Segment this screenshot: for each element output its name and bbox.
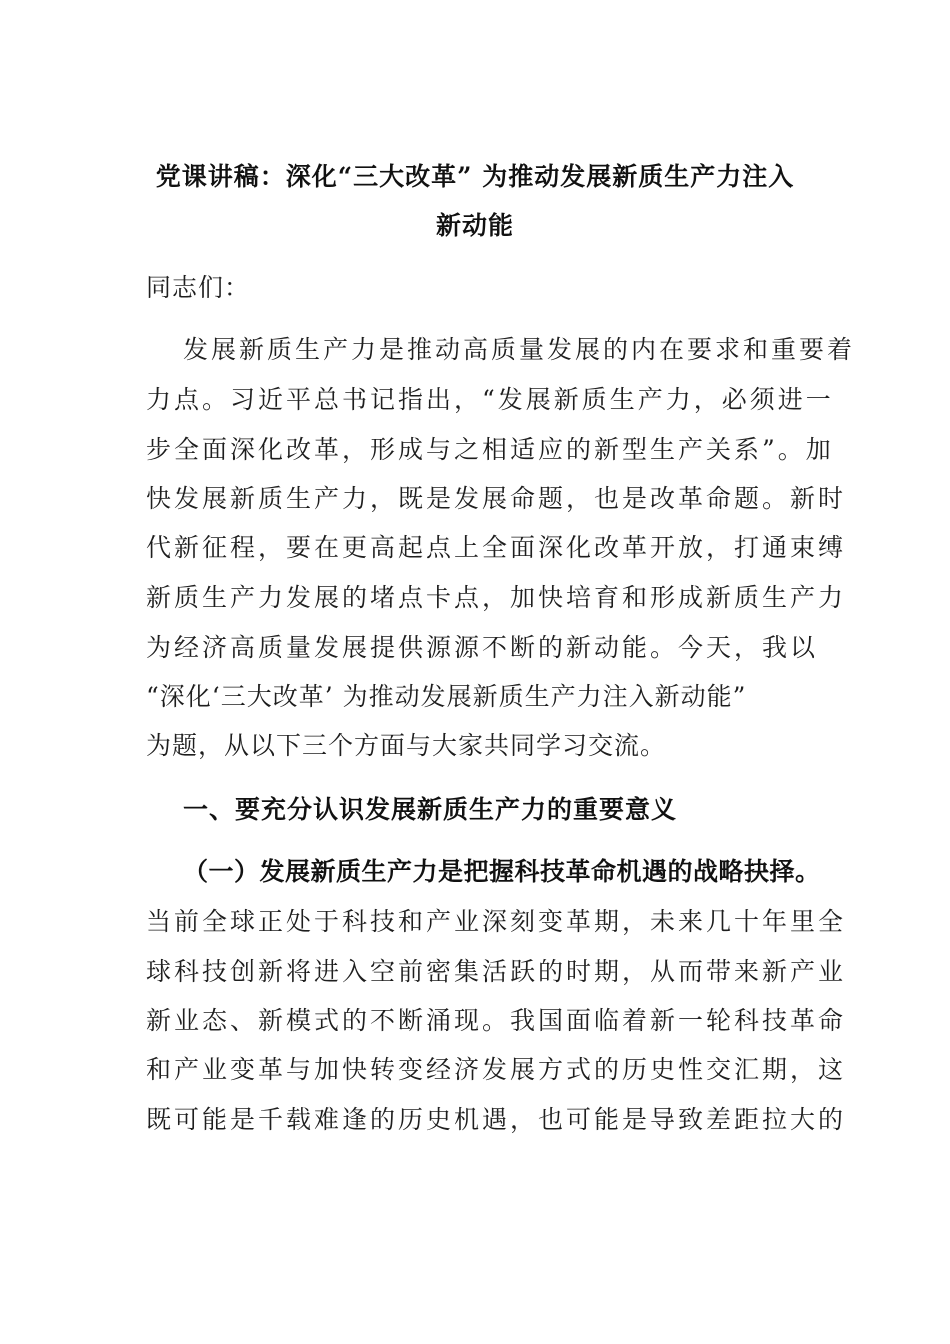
intro-line-7: 为经济高质量发展提供源源不断的新动能。今天，我以 (146, 633, 819, 662)
intro-line-9: 为题，从以下三个方面与大家共同学习交流。 (146, 731, 667, 760)
subsection-1-line-2: 球科技创新将进入空前密集活跃的时期，从而带来新产业 (146, 957, 847, 986)
document-title-line-1: 党课讲稿：深化“三大改革” 为推动发展新质生产力注入 (155, 162, 795, 191)
section-1-heading: 一、要充分认识发展新质生产力的重要意义 (183, 795, 678, 824)
intro-line-4: 快发展新质生产力，既是发展命题，也是改革命题。新时 (146, 484, 847, 513)
intro-line-1: 发展新质生产力是推动高质量发展的内在要求和重要着 (183, 335, 856, 364)
subsection-1-line-5: 既可能是千载难逢的历史机遇，也可能是导致差距拉大的 (146, 1105, 847, 1134)
intro-line-6: 新质生产力发展的堵点卡点，加快培育和形成新质生产力 (146, 583, 847, 612)
subsection-1-line-1: 当前全球正处于科技和产业深刻变革期，未来几十年里全 (146, 907, 847, 936)
intro-line-2: 力点。习近平总书记指出，“发展新质生产力，必须进一 (146, 385, 834, 414)
subsection-1-line-3: 新业态、新模式的不断涌现。我国面临着新一轮科技革命 (146, 1006, 847, 1035)
salutation: 同志们： (146, 273, 251, 302)
document-title-line-2: 新动能 (435, 211, 514, 240)
subsection-1-heading: （一）发展新质生产力是把握科技革命机遇的战略抉择。 (183, 857, 821, 886)
intro-line-3: 步全面深化改革，形成与之相适应的新型生产关系”。加 (146, 435, 834, 464)
intro-line-5: 代新征程，要在更高起点上全面深化改革开放，打通束缚 (146, 533, 847, 562)
subsection-1-line-4: 和产业变革与加快转变经济发展方式的历史性交汇期，这 (146, 1055, 847, 1084)
intro-line-8: “深化‘三大改革’ 为推动发展新质生产力注入新动能” (146, 682, 747, 711)
